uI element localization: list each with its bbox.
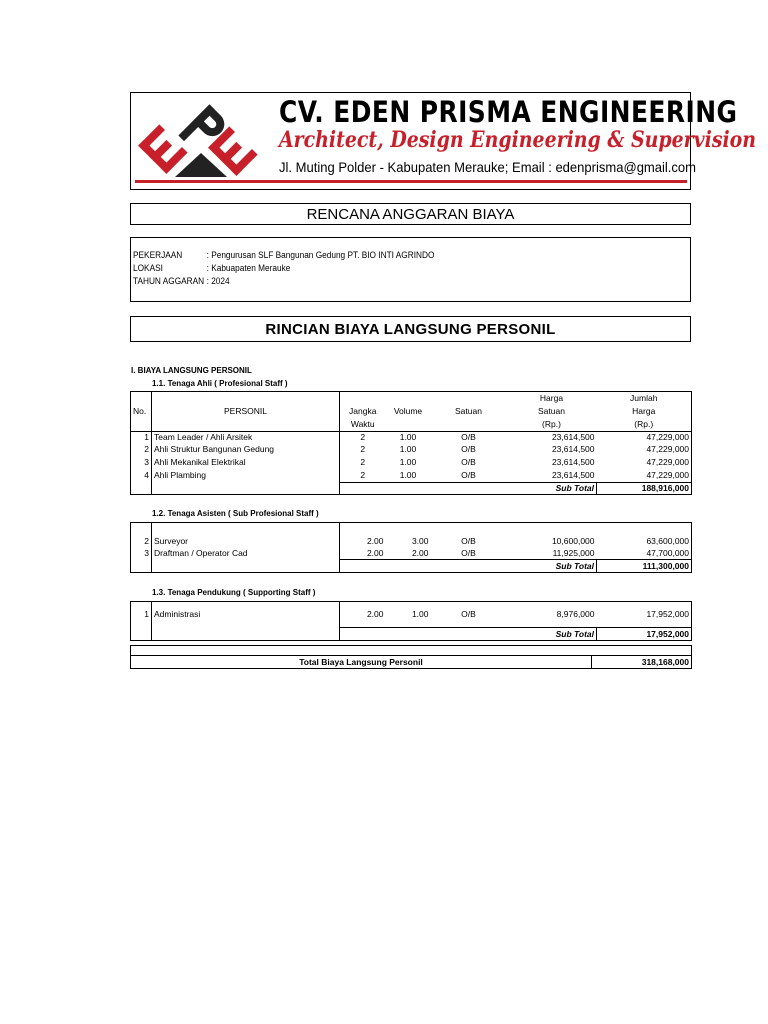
col-rp2: (Rp.): [597, 418, 692, 432]
company-address: Jl. Muting Polder - Kabupaten Merauke; Email : edenprisma@gmail.com: [279, 159, 697, 175]
subtotal-row: [131, 560, 692, 573]
tahun-label: TAHUN AGGARAN: [133, 276, 205, 286]
col-satuan: Satuan: [455, 406, 482, 416]
table-row: 1 Administrasi 2.00 1.00 O/B 8,976,000 17,952,000: [131, 602, 692, 628]
info-row-lokasi: [133, 263, 291, 273]
group-title-3: 1.3. Tenaga Pendukung ( Supporting Staff ): [152, 588, 316, 597]
col-jumlah: Jumlah: [597, 392, 692, 406]
col-satuan2: Satuan: [538, 406, 565, 416]
subtotal-value: 111,300,000: [597, 560, 692, 573]
col-no: No.: [131, 405, 152, 418]
col-rp: (Rp.): [507, 418, 597, 432]
subtotal-label: Sub Total: [507, 483, 597, 495]
subtotal-label: Sub Total: [507, 628, 597, 641]
pekerjaan-value: : Pengurusan SLF Bangunan Gedung PT. BIO INTI AGRINDO: [206, 250, 435, 260]
subtotal-label: Sub Total: [507, 560, 597, 573]
subtotal-value: 17,952,000: [597, 628, 692, 641]
total-row: [131, 656, 692, 669]
company-tagline: Architect, Design Engineering & Supervision: [279, 127, 757, 153]
table-row: 1 Team Leader / Ahli Arsitek 2 1.00 O/B 23,614,500 47,229,000: [131, 432, 692, 444]
subtotal-row: [131, 628, 692, 641]
tahun-value: : 2024: [206, 276, 230, 286]
document-title: RENCANA ANGGARAN BIAYA: [306, 206, 515, 223]
table-tenaga-ahli: [130, 391, 692, 495]
table-tenaga-pendukung: [130, 601, 692, 641]
table-row: 2 Ahli Struktur Bangunan Gedung 2 1.00 O/B 23,614,500 47,229,000: [131, 443, 692, 456]
pekerjaan-label: PEKERJAAN: [133, 250, 183, 260]
table-tenaga-asisten: [130, 522, 692, 573]
letterhead: [130, 92, 757, 190]
col-jangka: Jangka: [340, 405, 386, 418]
group-title-1: 1.1. Tenaga Ahli ( Profesional Staff ): [152, 379, 288, 388]
total-value: 318,168,000: [592, 656, 692, 669]
col-waktu: Waktu: [340, 418, 386, 432]
col-personil: PERSONIL: [152, 405, 340, 418]
table-row: 3 Ahli Mekanikal Elektrikal 2 1.00 O/B 23,614,500 47,229,000: [131, 456, 692, 469]
table-row: 4 Ahli Plambing 2 1.00 O/B 23,614,500 47,229,000: [131, 469, 692, 483]
lokasi-value: : Kabuapaten Merauke: [206, 263, 291, 273]
project-info: [130, 237, 691, 302]
lokasi-label: LOKASI: [133, 263, 163, 273]
col-volume: Volume: [393, 406, 423, 416]
company-name: CV. EDEN PRISMA ENGINEERING: [279, 95, 738, 129]
header-divider: [135, 180, 687, 183]
info-row-pekerjaan: [133, 250, 435, 260]
col-harga: Harga: [507, 392, 597, 406]
table-total: [130, 645, 692, 669]
total-label: Total Biaya Langsung Personil: [131, 656, 592, 669]
company-logo: [135, 97, 265, 183]
info-row-tahun: [133, 276, 230, 286]
table-row: 2 Surveyor 2.00 3.00 O/B 10,600,000 63,600,000: [131, 535, 692, 547]
rincian-title-box: [130, 316, 691, 342]
table-row: 3 Draftman / Operator Cad 2.00 2.00 O/B 11,925,000 47,700,000: [131, 547, 692, 560]
document-title-box: [130, 203, 691, 225]
subtotal-row: [131, 483, 692, 495]
col-harga2: Harga: [597, 405, 692, 418]
subtotal-value: 188,916,000: [597, 483, 692, 495]
rincian-title: RINCIAN BIAYA LANGSUNG PERSONIL: [265, 321, 556, 338]
group-title-2: 1.2. Tenaga Asisten ( Sub Profesional Staff ): [152, 509, 319, 518]
section-heading: I. BIAYA LANGSUNG PERSONIL: [131, 366, 252, 375]
